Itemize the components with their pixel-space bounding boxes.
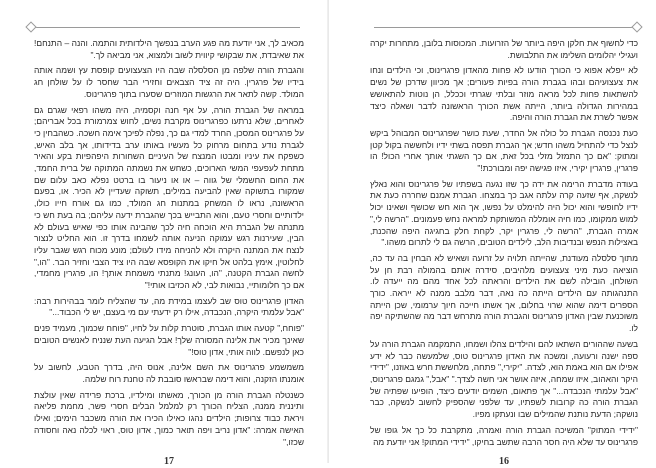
- paragraph: והגברת הורה שלפה מן הסלסלה שבה היו הצעצועים קופסת עץ ושמה אותה בידיו של פרגרין. היה זה ציד הצבאים וחזירי הבר שחסר לו על שולחן חג המולד. קשה לתאר את הרגשות המוזרים שסערו בתוך פרגרינוס.: [34, 65, 304, 99]
- paragraph: "ידידי המתוק" המשיכה הגברת הורה ואמרה, מתקרבת כל כך אל גופו של פרגרינוס עד שלא היה חסר הרבה שתשב בחיקו, "ידידי המתוק! אני יודעת מה: [370, 424, 638, 447]
- page-body: [370, 38, 638, 448]
- page-body: [34, 38, 304, 448]
- diamond-ornament-icon: [631, 21, 642, 32]
- page-number: 17: [164, 456, 174, 468]
- header-rule: [32, 27, 300, 28]
- page-number: 16: [499, 456, 509, 468]
- paragraph: כעת נכנסה הגברת כל כולה אל החדר, שעת כושר שפרגרינוס המבוהל ביקש לנצל כדי להתחיל משהו חדש; אך הגברת תפסה בשתי ידיו ולחששה בקול קטן ומתוק: "אם כך התמזל מזלי בכל זאת, אם כך השגתי אותך אחרי הכול! הו פרגרין, פרגרין יקירי, איזו פגישה יפה ומבורכת!": [370, 127, 638, 174]
- paragraph: מתוך סלסלה מעודנת, שהייתה תלויה על זרועה ושאיש לא הבחין בה עד כה, הוציאה כעת מיני צעצועים מלהיבים, סידרה אותם בהמולה רבת חן על השולחן, הובילה לשם את הילדים והראתה לכל אחד מהם מה ייעדה לו. התנהגותה עם הילדים הייתה כה נאה, דבר מלבב ממנה לא ייראה. כורך הספרים דימה שהוא שרוי בחלום, אך אשתו חייכה חיוך ערמומי, שכן הייתה משוכנעת שבין האדון פרגרינוס והגברת הורה מתרחש דבר מה שהשתיקה יפה לו.: [370, 252, 638, 334]
- paragraph: כדי לחשוף את חלקן היפה ביותר של הזרועות. המכוסות בלובן, מתחרות יקרה ועגילי יהלומים השלימו את התלבושת.: [370, 38, 638, 60]
- paragraph: מכאיב לך, אני יודעת מה פגע הערב בנפשך הילדותית והתמה. והנה – התנחם! את שאיבדת, את שבקושי קיווית לשוב ולמצוא, אני מביאה לך.": [34, 38, 304, 60]
- paragraph: במראה של הגברת הורה, על אף חנה וקסמיה, היה משהו רפאי שגרם גם לאחרים, שלא נרתעו כפרגרינוס מקרבת נשים, לחוש צמרמורת בכל אבריהם; על פרגרינוס המסכן, החרד למדי גם כך, נפלה לפיכך אימה חשכה. כשהבחין כי לגברת נודע בתחום מרחוק כל מעשיו באותו ערב בדידותו, אך בלב האיש, כשפקח את עיניו ומבטו המנצח של העיניים השחורות היפהפיות בקע והאיר מתחת לעפעפי המשי הארוכים, כשחש את נשמתה המתוקה של ברית החמד, את החום החשמלי של גווה – או או ניעור בו ברטט נפלא כאב עלום שם שמקורו בתשוקה שאין להביעה במילים, תשוקה שעדיין לא הכיר. או, בפעם הראשונה, נראו לו המשחק במתנות חג המולד, כמו גם אורח חייו כולו, ילדותיים וחסרי טעם, והוא התבייש בכך שהגברת ידעה עליהם; בה בעת חש כי מתנתה של הגברת היא הוכחה חיה לכך שהבינה אותו כפי שאיש בעולם לא הבין, שעירנות רגש עמוקה הניעה אותה לשמחו בדרך זו. הוא החליט לנצור לנצח את המתנה היקרה ולא להניחה מידו לעולם; מונע מכוח רגש שגבר עליו לחלוטין, אימץ בלהט אל חיקו את הקופסא שבה היו ציד הצבי וחזיר הבר. "הו," לחשה הגברת הקטנה, "הו, העונג! מתנתי משמחת אותך! הו, פרגרין מחמדי, אם כך חלומותיי, נבואות לבי, לא הכזיבו אותי!": [34, 104, 304, 291]
- paragraph: כשנטלה הגברת הורה מן הכורך, מאשתו ומילדיו, ברכת פרידה שאין עולצת ותיננית ממנה, הצליח הכורך רק למלמל הבלים חסרי פשר, מחמת פליאה ויראת כבוד צרופות; הילדים נהגו כאילו הכירו את הורה משכבר הימים; ואילו האישה אמרה: "אדון נריב ויפה תואר כמוך, אדון טוס, ראוי לכלה נאה וחסודה שכזו,": [34, 389, 304, 447]
- paragraph: משמשמע פרגרינוס את השם אלינה, אנוס היה, בדרך הטבע, לחשוב על אומנתו הזקנה, והוא דימה שבראשו סובבת לה טחנת רוח שלמה.: [34, 362, 304, 384]
- paragraph: לא ייפלא אפוא כי הכורך הודעו לא פחות מהאדון פרגרינוס, וכי הילדים ונחו את צעצועיהם ובהו בגברת הורה בפיות פעורים; אך מכיוון שדרכן של נשים להשתאות פחות לכל מראה מוזר ובלתי שגרתי וככלל, הן נוטות להתאושש במהירות הגדולה ביותר, הייתה אשת הכורך הראשונה לדבר ושאלה כיצד אפשר לשרת את הגברת הורה והיפה.: [370, 65, 638, 123]
- paragraph: בעודה מדברת הרימה את ידה כך שזו נגעה בשפתיו של פרגרינוס והוא נאלץ לנשקה, אף שזעה קרה עלתה אגב כך במצחו. הגברת אמנם שחררה כעת את ידיו לחופשי והוא יכול היה להימלט על נפשו, אך הוא חש שכושף ושאינו יכול למוש ממקומו, כמו חיה אומללה המשותקת למראה נחש פעמונים. "הרשה לי," אמרה הגברת, "הרשה לי, פרגרין יקר, לקחת חלק בחגיגה היפה שהכנת, באצילות הנפש ובנדיבות הלב, לילדים הטובים, הרשה גם לי לתרום משהו.": [370, 178, 638, 248]
- paragraph: בשעה שההורים השתאו להם והילדים צהלו ושמחו, התמקמה הגברת הורה על ספה ישנה ורעועה, ומשכה את האדון פרגרינוס טוס, שלמעשה כבר לא ידע אפילו אם הוא באמת הוא, לצדה. "יקירי," פתחה, מלחששת חרש באוזנו, "ידידי היקר והאהוב, איזו שמחה, איזה אושר אני חשה לצדך." "אבל," גמגם פרגרינוס, "אבל עלמתי הנכבדה..." אך פתאום, השמים יודעים כיצד, הופיעו שפתיה של הגברת הורה כה קרובות לשפתיו, עד שלפני שהספיק לחשוב לנשקה, כבר נושקה; הדעת נותנת שהמילים שבו ונעתקו מפיו.: [370, 338, 638, 420]
- paragraph: האדון פרגרינוס טוס שב לעצמו במידת מה, עד שהצליח לומר בבהירות רבה: "אבל עלמתי היקרה, הנכבדה, אילו רק ידעתי עם מי בעצם, יש לי הכבוד...": [34, 295, 304, 318]
- paragraph: "פוחח," קטעה אותו הגברת, סוטרת קלות על לחיו, "פוחח שכמוך, מעמיד פנים שאינך מכיר את אלינה המסורה שלך! אבל הגיעה העת שנניח לאנשים הטובים כאן לנפשם. לווה אותי, אדון טוס!": [34, 323, 304, 357]
- diamond-ornament-icon: [25, 21, 36, 32]
- right-page: [328, 0, 656, 468]
- header-rule: [374, 27, 636, 28]
